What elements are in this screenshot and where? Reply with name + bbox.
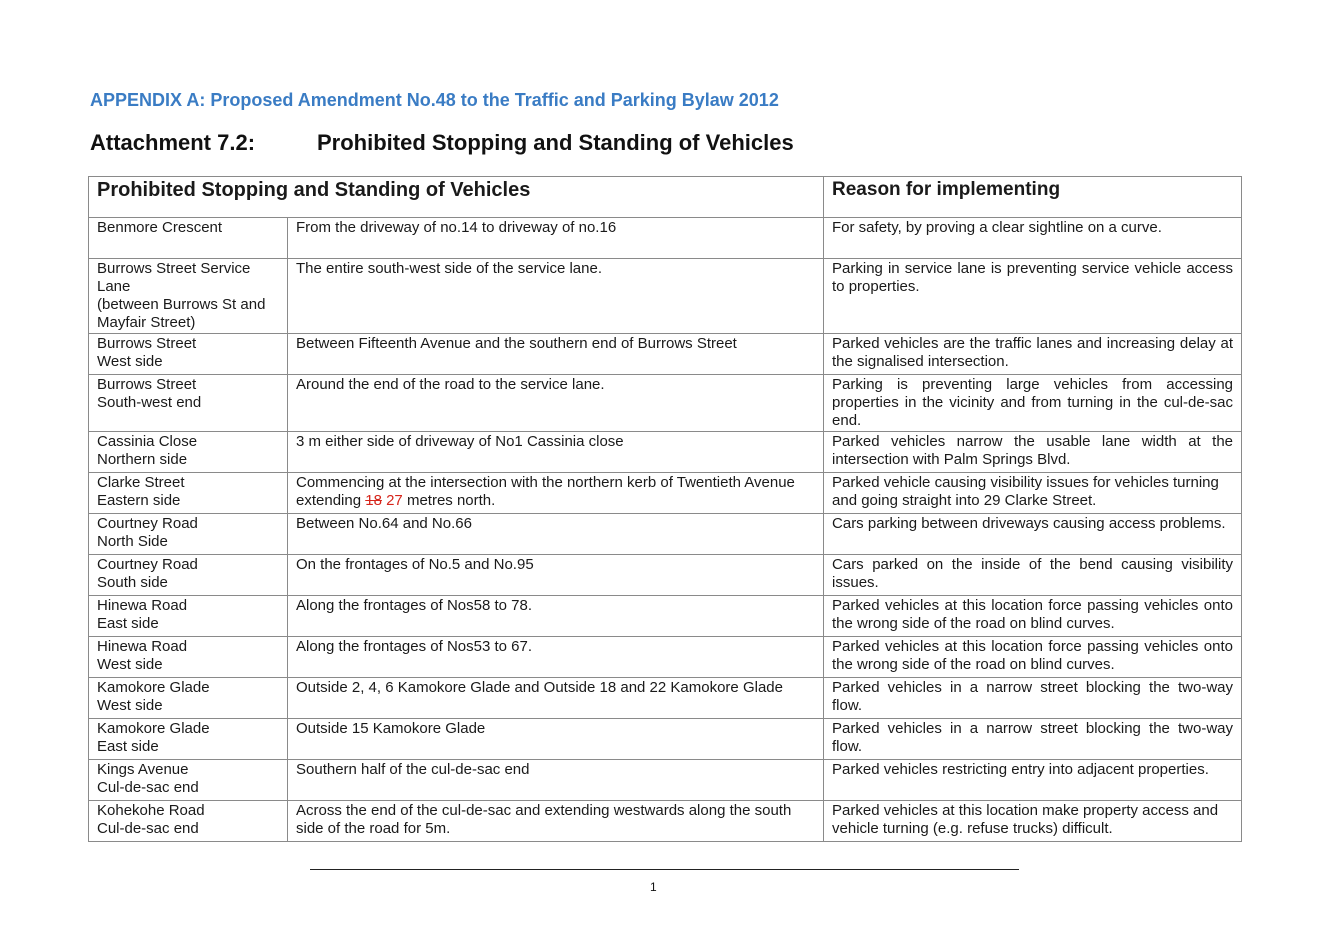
- location-cell: Along the frontages of Nos53 to 67.: [288, 637, 824, 678]
- road-name: Kings Avenue: [97, 761, 189, 778]
- road-name: Kamokore Glade: [97, 720, 210, 737]
- attachment-title: Prohibited Stopping and Standing of Vehicles: [317, 130, 794, 155]
- location-cell: [288, 473, 824, 514]
- road-side: West side: [97, 697, 163, 714]
- road-name: Courtney Road: [97, 515, 198, 532]
- road-name: Hinewa Road: [97, 597, 188, 614]
- location-cell: 3 m either side of driveway of No1 Cassinia close: [288, 432, 824, 473]
- road-side: South-west end: [97, 394, 202, 411]
- road-cell: [89, 259, 288, 334]
- header-prohibited: Prohibited Stopping and Standing of Vehicles: [89, 177, 824, 218]
- road-cell: [89, 555, 288, 596]
- table-row: [89, 514, 1242, 555]
- table-row: [89, 259, 1242, 334]
- location-cell: On the frontages of No.5 and No.95: [288, 555, 824, 596]
- road-cell: [89, 432, 288, 473]
- table-row: [89, 596, 1242, 637]
- road-cell: [89, 760, 288, 801]
- location-cell: Across the end of the cul-de-sac and extending westwards along the south side of the road for 5m.: [288, 801, 824, 842]
- road-side: Cul-de-sac end: [97, 779, 199, 796]
- road-side: East side: [97, 615, 159, 632]
- location-cell: Southern half of the cul-de-sac end: [288, 760, 824, 801]
- reason-cell: Parked vehicles narrow the usable lane width at the intersection with Palm Springs Blvd.: [824, 432, 1242, 473]
- table-row: [89, 719, 1242, 760]
- road-side: West side: [97, 353, 163, 370]
- location-cell: From the driveway of no.14 to driveway of no.16: [288, 218, 824, 259]
- reason-cell: Parked vehicles at this location make property access and vehicle turning (e.g. refuse trucks) difficult.: [824, 801, 1242, 842]
- road-cell: [89, 375, 288, 432]
- reason-cell: Parking is preventing large vehicles from accessing properties in the vicinity and from turning in the cul-de-sac end.: [824, 375, 1242, 432]
- road-side: Northern side: [97, 451, 188, 468]
- location-cell: Around the end of the road to the service lane.: [288, 375, 824, 432]
- road-name: Kamokore Glade: [97, 679, 210, 696]
- reason-cell: Cars parked on the inside of the bend causing visibility issues.: [824, 555, 1242, 596]
- road-side: (between Burrows St and Mayfair Street): [97, 296, 266, 331]
- attachment-label: Attachment 7.2:: [90, 130, 256, 155]
- road-name: Burrows Street Service Lane: [97, 260, 251, 295]
- road-name: Burrows Street: [97, 376, 197, 393]
- road-cell: [89, 637, 288, 678]
- location-cell: Between Fifteenth Avenue and the southern end of Burrows Street: [288, 334, 824, 375]
- road-cell: [89, 334, 288, 375]
- table-header-row: [89, 177, 1242, 218]
- attachment-heading: [90, 130, 794, 156]
- table-row: [89, 555, 1242, 596]
- inserted-value: 27: [386, 492, 403, 509]
- location-text: Commencing at the intersection with the northern kerb of Twentieth Avenue extending: [296, 474, 795, 509]
- road-side: Cul-de-sac end: [97, 820, 199, 837]
- location-cell: The entire south-west side of the service lane.: [288, 259, 824, 334]
- road-side: East side: [97, 738, 159, 755]
- table-row: [89, 678, 1242, 719]
- reason-cell: Parked vehicles at this location force passing vehicles onto the wrong side of the road on blind curves.: [824, 637, 1242, 678]
- road-side: North Side: [97, 533, 168, 550]
- road-side: South side: [97, 574, 168, 591]
- road-side: West side: [97, 656, 163, 673]
- road-cell: [89, 514, 288, 555]
- table-row: [89, 760, 1242, 801]
- table-row: [89, 375, 1242, 432]
- road-side: Eastern side: [97, 492, 181, 509]
- table-row: [89, 432, 1242, 473]
- location-cell: Outside 15 Kamokore Glade: [288, 719, 824, 760]
- table-row: [89, 218, 1242, 259]
- table-row: [89, 473, 1242, 514]
- header-reason: Reason for implementing: [824, 177, 1242, 218]
- road-name: Courtney Road: [97, 556, 198, 573]
- deleted-value: 18: [365, 492, 382, 509]
- prohibited-stopping-table: [88, 176, 1242, 842]
- reason-cell: Parked vehicles restricting entry into adjacent properties.: [824, 760, 1242, 801]
- reason-cell: Parking in service lane is preventing service vehicle access to properties.: [824, 259, 1242, 334]
- location-cell: Along the frontages of Nos58 to 78.: [288, 596, 824, 637]
- road-name: Kohekohe Road: [97, 802, 205, 819]
- road-cell: [89, 218, 288, 259]
- reason-cell: Parked vehicles at this location force passing vehicles onto the wrong side of the road on blind curves.: [824, 596, 1242, 637]
- table-row: [89, 801, 1242, 842]
- road-name: Hinewa Road: [97, 638, 188, 655]
- reason-cell: Parked vehicle causing visibility issues for vehicles turning and going straight into 29 Clarke Street.: [824, 473, 1242, 514]
- reason-cell: Parked vehicles in a narrow street blocking the two-way flow.: [824, 719, 1242, 760]
- reason-cell: For safety, by proving a clear sightline on a curve.: [824, 218, 1242, 259]
- reason-cell: Cars parking between driveways causing access problems.: [824, 514, 1242, 555]
- location-cell: Outside 2, 4, 6 Kamokore Glade and Outside 18 and 22 Kamokore Glade: [288, 678, 824, 719]
- road-name: Clarke Street: [97, 474, 185, 491]
- footer-divider: [310, 869, 1019, 870]
- road-cell: [89, 596, 288, 637]
- road-name: Burrows Street: [97, 335, 197, 352]
- reason-cell: Parked vehicles are the traffic lanes and increasing delay at the signalised intersection.: [824, 334, 1242, 375]
- reason-cell: Parked vehicles in a narrow street blocking the two-way flow.: [824, 678, 1242, 719]
- page-number: 1: [650, 880, 657, 894]
- location-cell: Between No.64 and No.66: [288, 514, 824, 555]
- road-name: Benmore Crescent: [97, 219, 223, 236]
- road-cell: [89, 473, 288, 514]
- table-row: [89, 637, 1242, 678]
- road-cell: [89, 719, 288, 760]
- road-cell: [89, 801, 288, 842]
- road-cell: [89, 678, 288, 719]
- location-text-end: metres north.: [402, 492, 496, 509]
- table-row: [89, 334, 1242, 375]
- appendix-title: APPENDIX A: Proposed Amendment No.48 to the Traffic and Parking Bylaw 2012: [90, 90, 779, 110]
- road-name: Cassinia Close: [97, 433, 198, 450]
